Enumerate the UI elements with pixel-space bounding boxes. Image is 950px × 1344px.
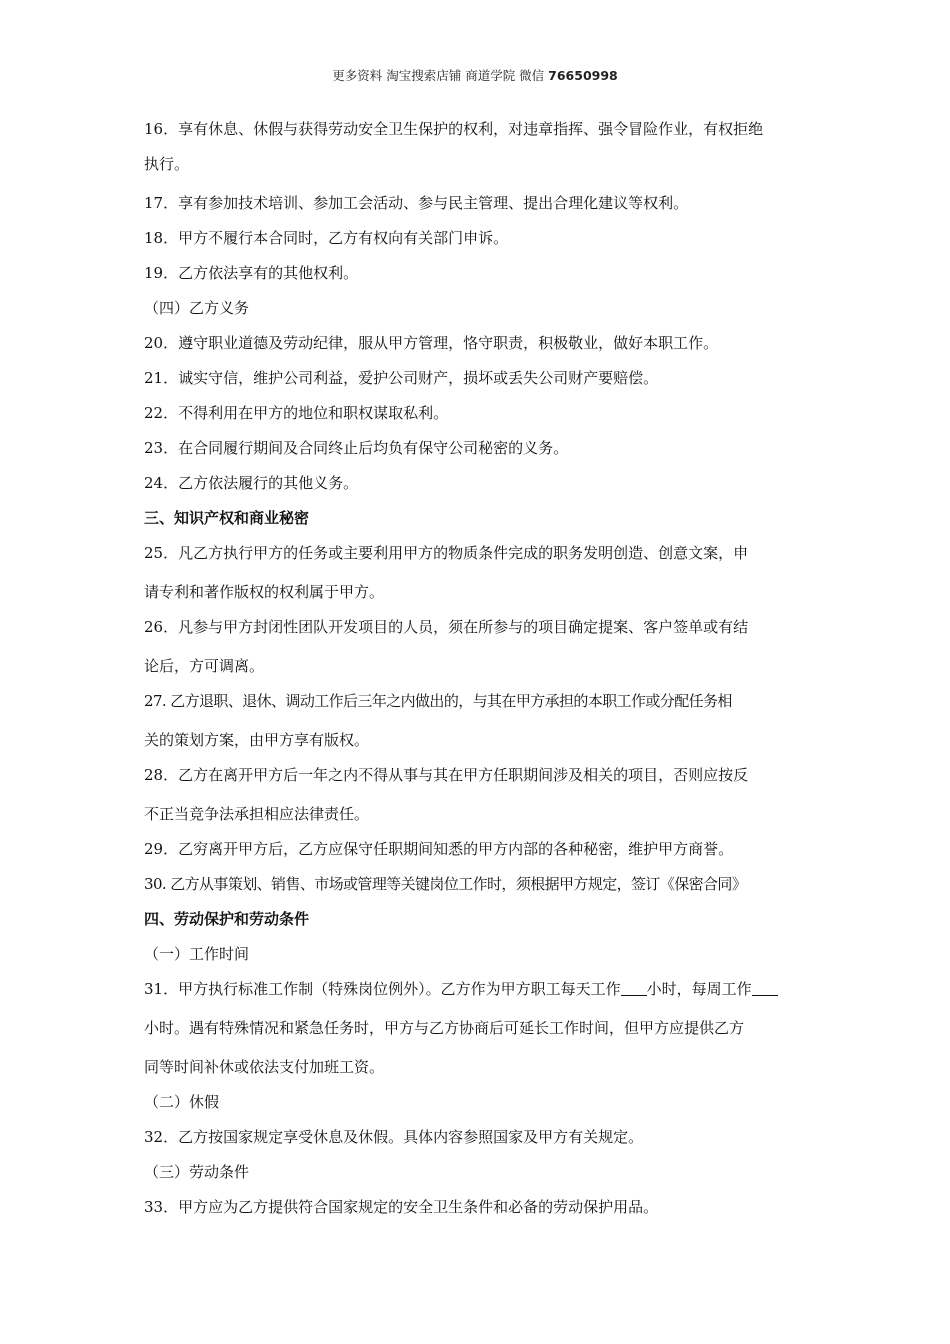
clause-20: 20．遵守职业道德及劳动纪律，服从甲方管理，恪守职责，积极敬业，做好本职工作。 [144, 334, 719, 352]
clause-31-text-a: 31．甲方执行标准工作制（特殊岗位例外）。乙方作为甲方职工每天工作 [144, 980, 621, 998]
clause-17: 17．享有参加技术培训、参加工会活动、参与民主管理、提出合理化建议等权利。 [144, 194, 689, 212]
daily-hours-blank[interactable] [621, 975, 647, 996]
clause-29: 29．乙穷离开甲方后，乙方应保守任职期间知悉的甲方内部的各种秘密，维护甲方商誉。 [144, 840, 734, 858]
clause-33: 33．甲方应为乙方提供符合国家规定的安全卫生条件和必备的劳动保护用品。 [144, 1198, 659, 1216]
clause-23: 23．在合同履行期间及合同终止后均负有保守公司秘密的义务。 [144, 439, 569, 457]
clause-31-line3: 同等时间补休或依法支付加班工资。 [144, 1058, 385, 1076]
clause-25-line1: 25．凡乙方执行甲方的任务或主要利用甲方的物质条件完成的职务发明创造、创意文案，申 [144, 544, 749, 562]
clause-26-line2: 论后，方可调离。 [144, 657, 265, 675]
clause-28-line2: 不正当竞争法承担相应法律责任。 [144, 805, 370, 823]
clause-19: 19．乙方依法享有的其他权利。 [144, 264, 359, 282]
clause-31-line2: 小时。遇有特殊情况和紧急任务时，甲方与乙方协商后可延长工作时间，但甲方应提供乙方 [144, 1019, 745, 1037]
clause-16-line1: 16．享有休息、休假与获得劳动安全卫生保护的权利，对违章指挥、强令冒险作业，有权拒绝 [144, 120, 764, 138]
page-header [0, 66, 950, 84]
clause-16-line2: 执行。 [144, 155, 190, 173]
clause-25-line2: 请专利和著作版权的权利属于甲方。 [144, 583, 385, 601]
clause-31-text-b: 小时，每周工作 [646, 980, 752, 998]
document-body [144, 112, 814, 1225]
subsection-2-heading: （二）休假 [144, 1093, 220, 1111]
section-4-heading: 四、劳动保护和劳动条件 [144, 910, 310, 928]
clause-21: 21．诚实守信，维护公司利益，爱护公司财产，损坏或丢失公司财产要赔偿。 [144, 369, 659, 387]
header-text: 更多资料 淘宝搜索店铺 商道学院 微信 [332, 68, 549, 83]
clause-30: 30. 乙方从事策划、销售、市场或管理等关键岗位工作时，须根据甲方规定，签订《保密合同》 [144, 875, 747, 893]
wechat-id: 76650998 [548, 68, 618, 83]
clause-32: 32．乙方按国家规定享受休息及休假。具体内容参照国家及甲方有关规定。 [144, 1128, 644, 1146]
weekly-hours-blank[interactable] [752, 975, 778, 996]
subsection-4-heading: （四）乙方义务 [144, 299, 250, 317]
subsection-1-heading: （一）工作时间 [144, 945, 250, 963]
clause-31-line1 [144, 972, 814, 1011]
subsection-3-heading: （三）劳动条件 [144, 1163, 250, 1181]
clause-27-line1: 27. 乙方退职、退休、调动工作后三年之内做出的，与其在甲方承担的本职工作或分配任务相 [144, 692, 732, 710]
section-3-heading: 三、知识产权和商业秘密 [144, 509, 310, 527]
clause-26-line1: 26．凡参与甲方封闭性团队开发项目的人员，须在所参与的项目确定提案、客户签单或有结 [144, 618, 749, 636]
clause-18: 18．甲方不履行本合同时，乙方有权向有关部门申诉。 [144, 229, 509, 247]
clause-24: 24．乙方依法履行的其他义务。 [144, 474, 359, 492]
clause-22: 22．不得利用在甲方的地位和职权谋取私利。 [144, 404, 449, 422]
clause-27-line2: 关的策划方案，由甲方享有版权。 [144, 731, 370, 749]
clause-28-line1: 28．乙方在离开甲方后一年之内不得从事与其在甲方任职期间涉及相关的项目，否则应按反 [144, 766, 749, 784]
